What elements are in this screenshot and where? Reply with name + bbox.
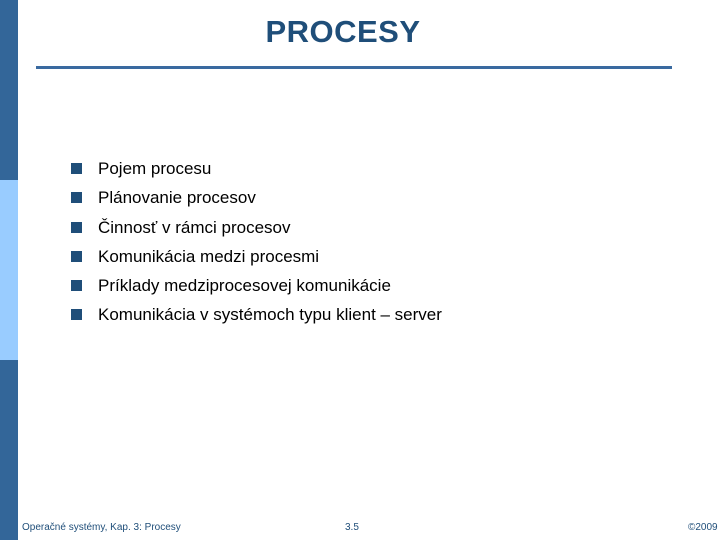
- bullet-text: Pojem procesu: [98, 159, 212, 178]
- square-bullet-icon: [71, 309, 82, 320]
- square-bullet-icon: [71, 251, 82, 262]
- bullet-item: [70, 155, 442, 184]
- bullet-text: Plánovanie procesov: [98, 188, 256, 208]
- sidebar-decoration: [0, 0, 18, 540]
- title-divider: [36, 66, 672, 69]
- bullet-text: Činnosť v rámci procesov: [98, 217, 291, 237]
- footer-page-number: 3.5: [345, 522, 359, 533]
- square-bullet-icon: [71, 280, 82, 291]
- sidebar-segment-bottom: [0, 360, 18, 540]
- square-bullet-icon: [71, 222, 82, 233]
- bullet-text: Komunikácia medzi procesmi: [98, 246, 320, 266]
- sidebar-segment-top: [0, 0, 18, 180]
- bullet-list: [70, 155, 442, 331]
- bullet-item: [70, 272, 442, 301]
- footer-course-label: Operačné systémy, Kap. 3: Procesy: [22, 522, 181, 533]
- bullet-item: [70, 214, 442, 243]
- square-bullet-icon: [71, 192, 82, 203]
- bullet-text: Príklady medziprocesovej komunikácie: [98, 276, 391, 296]
- bullet-item: [70, 184, 442, 213]
- sidebar-segment-middle: [0, 180, 18, 360]
- bullet-item: [70, 301, 442, 330]
- bullet-item: [70, 243, 442, 272]
- footer-copyright: ©2009: [688, 522, 718, 533]
- slide-title: PROCESY: [265, 14, 421, 49]
- square-bullet-icon: [71, 163, 82, 174]
- bullet-text: Komunikácia v systémoch typu klient – server: [98, 305, 442, 325]
